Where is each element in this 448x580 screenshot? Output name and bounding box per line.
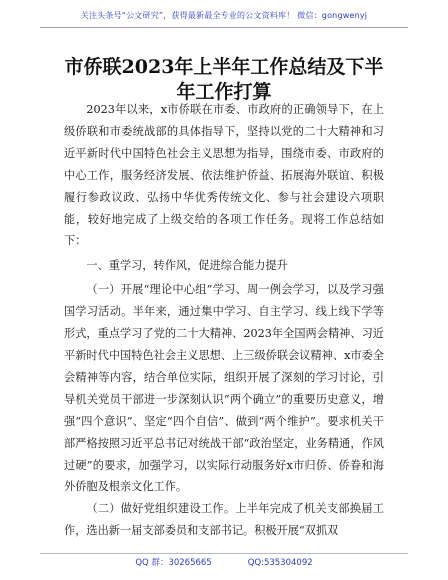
footer	[0, 556, 448, 568]
document-title: 市侨联2023年上半年工作总结及下半年工作打算	[64, 56, 384, 103]
intro-paragraph: 2023年以来，x市侨联在市委、市政府的正确领导下，在上级侨联和市委统战部的具体指导下，坚持以党的二十大精神和习近平新时代中国特色社会主义思想为指导，围绕市委、市政府的中心工作，服务经济发展、依法维护侨益、拓展海外联谊、积极履行参政议政、弘扬中华优秀传统文化、参与社会建设六项职能，较好地完成了上级交给的各项工作任务。现将工作总结如下：	[64, 103, 384, 248]
header-banner: 关注头条号“公文研究”，获得最新最全专业的公文资料库！ 微信：gongwenyj	[80, 11, 368, 20]
footer-qq-group: QQ 群：30265665	[135, 558, 212, 568]
body-paragraph: （二）做好党组织建设工作。上半年完成了机关支部换届工作，选出新一届支部委员和支部书记。积极开展“双抓双	[64, 502, 384, 538]
document-body	[64, 99, 384, 542]
header-divider	[40, 27, 408, 28]
section-heading: 一、重学习，转作风，促进综合能力提升	[86, 259, 288, 273]
footer-qq-number: QQ:535304092	[247, 558, 313, 568]
footer-divider	[40, 553, 408, 554]
body-paragraph: （一）开展“理论中心组”学习、周一例会学习，以及学习强国学习活动。半年来，通过集中学习、自主学习、线上线下学等形式，重点学习了党的二十大精神、2023年全国两会精神、习近平新时代中国特色社会主义思想、上三级侨联会议精神、x市委全会精神等内容，结合单位实际，组织开展了深刻的学习讨论，引导机关党员干部进一步深刻认识“两个确立”的重要历史意义，增强“四个意识”、坚定“四个自信”、做到“两个维护”。要求机关干部严格按照习近平总书记对统战干部“政治坚定，业务精通，作风过硬”的要求，加强学习，以实际行动服务好x市归侨、侨眷和海外侨胞及根亲文化工作。	[64, 283, 384, 494]
